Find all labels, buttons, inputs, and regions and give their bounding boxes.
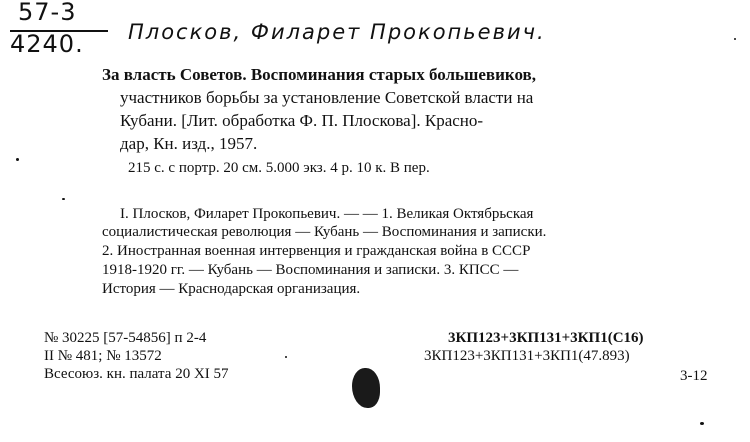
- scan-speck: [16, 158, 19, 161]
- title-main: За власть Советов. Воспоминания старых большевиков,: [102, 65, 536, 84]
- subjects-line-3: 2. Иностранная военная интервенция и гражданская война в СССР: [102, 243, 531, 259]
- subjects-line-1: I. Плосков, Филарет Прокопьевич. — — 1. Великая Октябрьская: [120, 206, 534, 222]
- author-heading: Плосков, Филарет Прокопьевич.: [128, 20, 546, 44]
- subjects-line-4: 1918-1920 гг. — Кубань — Воспоминания и записки. 3. КПСС —: [102, 262, 519, 278]
- footer-left-line-2: II № 481; № 13572: [44, 348, 162, 364]
- classification-line-1: 3КП123+3КП131+3КП1(С16): [448, 330, 644, 346]
- classification-line-2: 3КП123+3КП131+3КП1(47.893): [424, 348, 630, 364]
- ink-blot: [352, 368, 380, 408]
- footer-left-line-3: Всесоюз. кн. палата 20 XI 57: [44, 366, 229, 382]
- call-number-top: 57-3: [18, 0, 77, 26]
- title-line-4: дар, Кн. изд., 1957.: [120, 134, 258, 153]
- footer-left-line-1: № 30225 [57-54856] п 2-4: [44, 330, 207, 346]
- subjects-line-2: социалистическая революция — Кубань — Воспоминания и записки.: [102, 224, 547, 240]
- scan-speck: [285, 356, 287, 358]
- title-line-1: [102, 65, 536, 85]
- physical-description: 215 с. с портр. 20 см. 5.000 экз. 4 р. 10 к. В пер.: [128, 160, 430, 176]
- call-number-bottom: 4240.: [10, 30, 84, 58]
- classification-line-3: 3-12: [680, 368, 708, 384]
- scan-speck: [700, 422, 704, 425]
- scan-speck: [734, 38, 736, 40]
- scan-speck: [62, 198, 65, 200]
- title-line-2: участников борьбы за установление Советской власти на: [120, 88, 534, 107]
- title-line-3: Кубани. [Лит. обработка Ф. П. Плоскова]. Красно-: [120, 111, 484, 130]
- subjects-line-5: История — Краснодарская организация.: [102, 281, 361, 297]
